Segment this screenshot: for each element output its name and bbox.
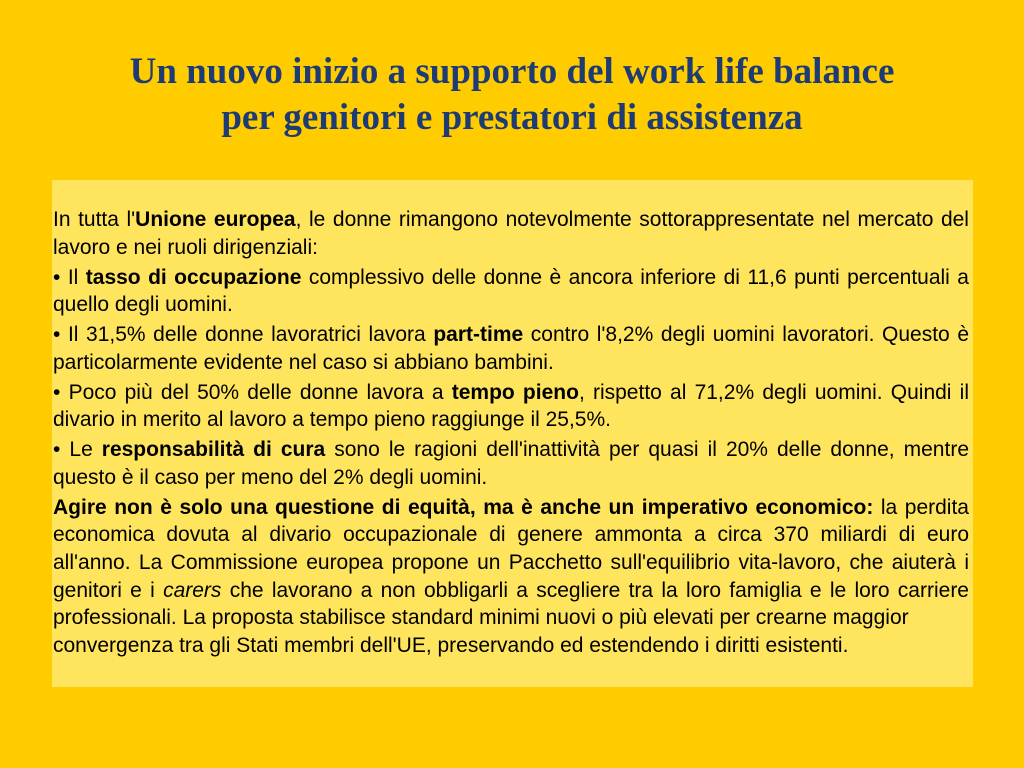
conclusion-highlight: Agire non è solo una questione di equità, ma è anche un imperativo economico: [53, 495, 874, 519]
bullet-highlight: tasso di occupazione [85, 265, 302, 289]
bullet-text: complessivo delle donne è ancora inferiore di 11,6 punti percentuali a quello degli uomini. [53, 265, 969, 317]
conclusion-text: la perdita economica dovuta al divario occupazionale di genere ammonta a circa 370 miliardi di euro all'anno. La Commissione europea propone un Pacchetto sull'equilibrio vita-lavoro, che aiuterà i genitori e i [53, 495, 969, 602]
intro-highlight: Unione europea [135, 208, 296, 231]
bullet-item [53, 379, 969, 434]
intro-text: , le donne rimangono notevolmente sottorappresentate nel mercato del lavoro e nei ruoli dirigenziali: [53, 208, 969, 259]
bullet-item [53, 321, 969, 376]
slide-title [0, 49, 1024, 141]
bullet-marker: • [53, 438, 61, 462]
bullet-item [53, 264, 969, 319]
title-line-2: per genitori e prestatori di assistenza [221, 97, 803, 138]
conclusion-paragraph [53, 494, 969, 660]
content-box [52, 180, 973, 687]
conclusion-italic-term: carers [163, 578, 222, 602]
bullet-text: Il 31,5% delle donne lavoratrici lavora [67, 323, 434, 347]
conclusion-text: che lavorano a non obbligarli a scegliere tra la loro famiglia e le loro carriere professionali. La proposta stabilisce standard minimi nuovi o più elevati per crearne maggior [53, 578, 969, 630]
bullet-item [53, 436, 969, 491]
bullet-marker: • [53, 265, 61, 289]
bullet-marker: • [53, 380, 61, 404]
bullet-text: , rispetto al 71,2% degli uomini. Quindi il divario in merito al lavoro a tempo pieno raggiunge il 25,5%. [53, 380, 970, 432]
bullet-highlight: tempo pieno [451, 380, 579, 404]
bullet-highlight: responsabilità di cura [101, 438, 326, 462]
intro-text: In tutta l' [53, 208, 136, 231]
intro-paragraph [53, 206, 969, 261]
bullet-marker: • [53, 323, 61, 347]
bullet-text: contro l'8,2% degli uomini lavoratori. Questo è particolarmente evidente nel caso si abbiano bambini. [53, 323, 969, 374]
title-line-1: Un nuovo inizio a supporto del work life balance [129, 51, 895, 92]
conclusion-text: convergenza tra gli Stati membri dell'UE, preservando ed estendendo i diritti esistenti. [53, 633, 849, 657]
bullet-text: Poco più del 50% delle donne lavora a [68, 380, 452, 404]
bullet-text: Il [67, 265, 86, 289]
bullet-text: sono le ragioni dell'inattività per quasi il 20% delle donne, mentre questo è il caso per meno del 2% degli uomini. [53, 438, 969, 489]
bullet-highlight: part-time [433, 323, 524, 347]
bullet-text: Le [69, 438, 102, 462]
